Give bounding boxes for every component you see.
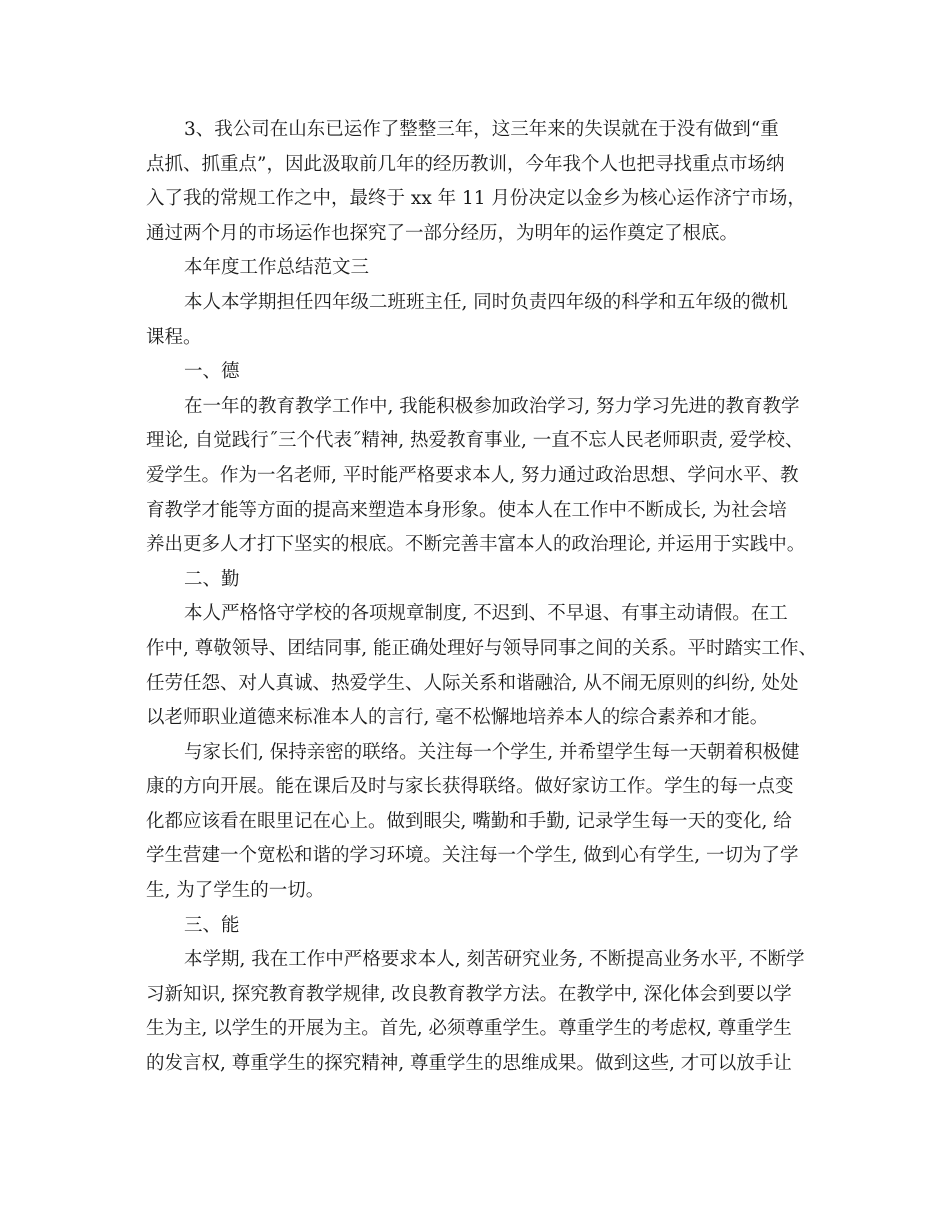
text-line: 通过两个月的市场运作也探究了一部分经历，为明年的运作奠定了根底。 xyxy=(146,222,739,244)
paragraph xyxy=(146,943,806,1081)
text-line: 本学期, 我在工作中严格要求本人, 刻苦研究业务, 不断提高业务水平, 不断学 xyxy=(184,949,805,971)
text-line: 育教学才能等方面的提高来塑造本身形象。使本人在工作中不断成长, 为社会培 xyxy=(146,499,787,521)
text-line: 爱学生。作为一名老师, 平时能严格要求本人, 努力通过政治思想、学问水平、教 xyxy=(146,464,799,486)
text-line: 与家长们, 保持亲密的联络。关注每一个学生, 并希望学生每一天朝着积极健 xyxy=(184,741,800,763)
text-line: 养出更多人才打下坚实的根底。不断完善丰富本人的政治理论, 并运用于实践中。 xyxy=(146,534,806,556)
paragraph xyxy=(146,113,806,251)
text-line: 化都应该看在眼里记在心上。做到眼尖, 嘴勤和手勤, 记录学生每一天的变化, 给 xyxy=(146,810,792,832)
text-line: 作中, 尊敬领导、团结同事, 能正确处理好与领导同事之间的关系。平时踏实工作、 xyxy=(146,637,818,659)
document-body xyxy=(146,113,818,1082)
text-line: 习新知识, 探究教育教学规律, 改良教育教学方法。在教学中, 深化体会到要以学 xyxy=(146,983,792,1005)
text-line: 本年度工作总结范文三 xyxy=(184,257,370,279)
text-line: 课程。 xyxy=(146,326,202,348)
text-line: 在一年的教育教学工作中, 我能积极参加政治学习, 努力学习先进的教育教学 xyxy=(184,395,800,417)
text-line: 入了我的常规工作之中，最终于 xx 年 11 月份决定以金乡为核心运作济宁市场， xyxy=(146,188,806,210)
text-line: 以老师职业道德来标准本人的言行, 毫不松懈地培养本人的综合素养和才能。 xyxy=(146,707,769,729)
paragraph xyxy=(146,563,806,598)
text-line: 点抓、抓重点”，因此汲取前几年的经历教训，今年我个人也把寻找重点市场纳 xyxy=(146,153,785,175)
paragraph xyxy=(146,736,806,909)
paragraph xyxy=(146,251,806,286)
text-line: 本人严格恪守学校的各项规章制度, 不迟到、不早退、有事主动请假。在工 xyxy=(184,603,788,625)
paragraph xyxy=(146,390,806,563)
paragraph xyxy=(146,597,818,735)
text-line: 一、德 xyxy=(184,361,240,383)
text-line: 本人本学期担任四年级二班班主任, 同时负责四年级的科学和五年级的微机 xyxy=(184,291,788,313)
text-line: 3、我公司在山东已运作了整整三年，这三年来的失误就在于没有做到“重 xyxy=(184,119,779,140)
text-line: 生为主, 以学生的开展为主。首先, 必须尊重学生。尊重学生的考虑权, 尊重学生 xyxy=(146,1018,792,1040)
text-line: 的发言权, 尊重学生的探究精神, 尊重学生的思维成果。做到这些, 才可以放手让 xyxy=(146,1053,792,1075)
text-line: 理论, 自觉践行˝三个代表˝精神, 热爱教育事业, 一直不忘人民老师职责, 爱学校、 xyxy=(146,430,804,452)
text-line: 生, 为了学生的一切。 xyxy=(146,880,325,902)
paragraph xyxy=(146,909,806,944)
text-line: 三、能 xyxy=(184,914,240,936)
text-line: 康的方向开展。能在课后及时与家长获得联络。做好家访工作。学生的每一点变 xyxy=(146,776,794,798)
text-line: 任劳任怨、对人真诚、热爱学生、人际关系和谐融洽, 从不闹无原则的纠纷, 处处 xyxy=(146,672,799,694)
paragraph xyxy=(146,355,806,390)
paragraph xyxy=(146,286,806,355)
text-line: 学生营建一个宽松和谐的学习环境。关注每一个学生, 做到心有学生, 一切为了学 xyxy=(146,845,799,867)
text-line: 二、勤 xyxy=(184,568,240,590)
